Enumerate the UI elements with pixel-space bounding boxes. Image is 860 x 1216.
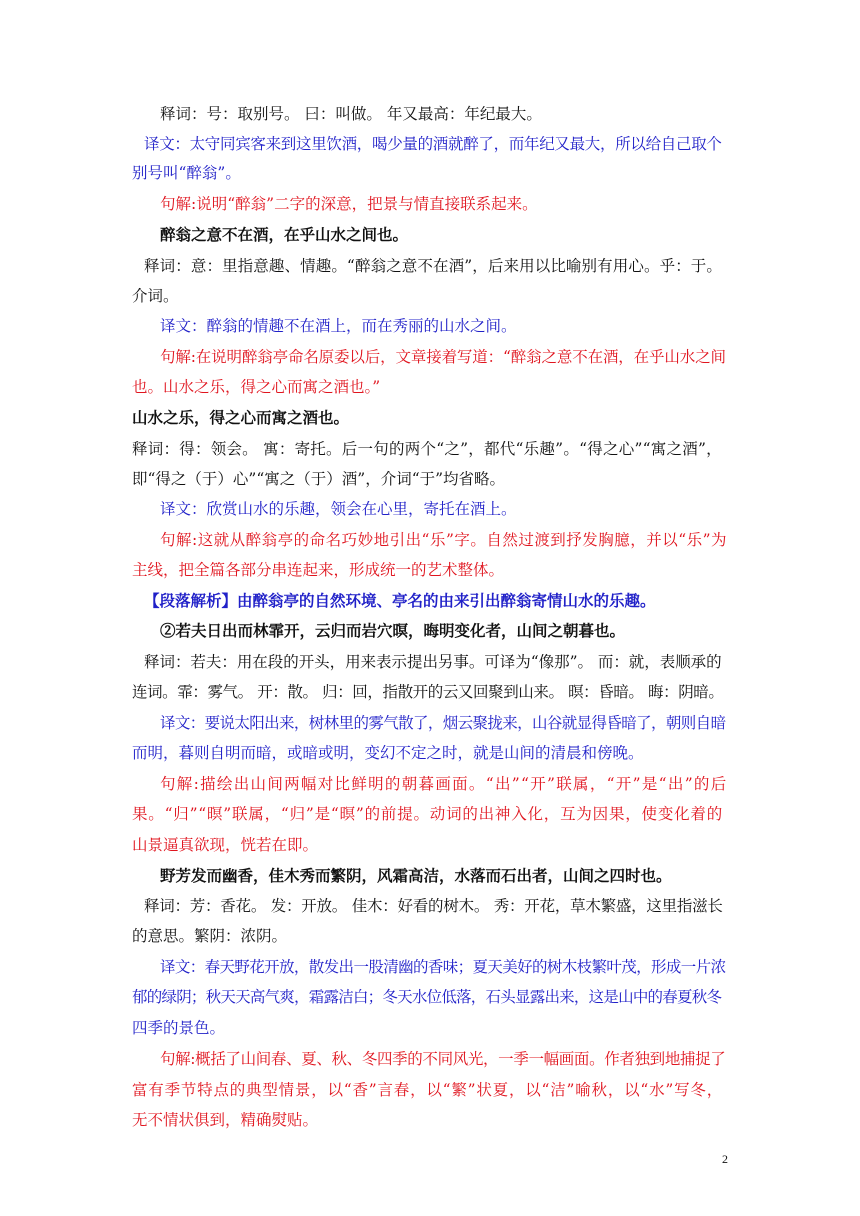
text-line: 句解:概括了山间春、夏、秋、冬四季的不同风光，一季一幅画面。作者独到地捕捉了 xyxy=(160,1050,726,1068)
text-line: 译文：太守同宾客来到这里饮酒，喝少量的酒就醉了，而年纪又最大，所以给自己取个 xyxy=(144,135,722,153)
text-line: 而明，暮则自明而暗，或暗或明，变幻不定之时，就是山间的清晨和傍晚。 xyxy=(132,744,644,762)
text-line: 连词。霏：雾气。 开：散。 归：回，指散开的云又回聚到山来。 暝：昏暗。 晦：阴暗。 xyxy=(132,683,724,701)
text-line: 句解:在说明醉翁亭命名原委以后，文章接着写道：“醉翁之意不在酒，在乎山水之间 xyxy=(160,348,726,366)
text-line: 介词。 xyxy=(132,287,179,305)
text-line: 富有季节特点的典型情景，以“香”言春，以“繁”状夏，以“洁”喻秋，以“水”写冬， xyxy=(132,1081,723,1099)
text-line: 野芳发而幽香，佳木秀而繁阴，风霜高洁，水落而石出者，山间之四时也。 xyxy=(160,866,672,885)
text-line: 句解:说明“醉翁”二字的深意，把景与情直接联系起来。 xyxy=(160,195,538,213)
text-line: 释词：若夫：用在段的开头，用来表示提出另事。可译为“像那”。 而：就，表顺承的 xyxy=(144,653,722,671)
text-line: 译文：要说太阳出来，树林里的雾气散了，烟云聚拢来，山谷就显得昏暗了，朝则自暗 xyxy=(160,714,726,732)
text-line: 山水之乐，得之心而寓之酒也。 xyxy=(132,408,350,427)
text-line: 郁的绿阴；秋天天高气爽，霜露洁白；冬天水位低落，石头显露出来，这是山中的春夏秋冬 xyxy=(132,988,722,1006)
page-number: 2 xyxy=(722,1152,728,1166)
text-line: 译文：醉翁的情趣不在酒上，而在秀丽的山水之间。 xyxy=(160,317,517,335)
text-line: 别号叫“醉翁”。 xyxy=(132,164,241,182)
text-line: 主线，把全篇各部分串连起来，形成统一的艺术整体。 xyxy=(132,561,505,579)
text-line: 句解:描绘出山间两幅对比鲜明的朝暮画面。“出”“开”联属，“开”是“出”的后 xyxy=(160,775,728,793)
text-line: 释词：芳：香花。 发：开放。 佳木：好看的树木。 秀：开花，草木繁盛，这里指滋长 xyxy=(144,897,723,915)
text-line: 释词：意：里指意趣、情趣。“醉翁之意不在酒”，后来用以比喻别有用心。乎：于。 xyxy=(144,257,723,275)
text-line: 即“得之（于）心”“寓之（于）酒”，介词“于”均省略。 xyxy=(132,470,506,488)
text-line: 醉翁之意不在酒，在乎山水之间也。 xyxy=(160,225,409,244)
text-line: 译文：欣赏山水的乐趣，领会在心里，寄托在酒上。 xyxy=(160,500,517,518)
text-line: ②若夫日出而林霏开，云归而岩穴暝，晦明变化者，山间之朝暮也。 xyxy=(160,621,626,640)
text-line: 释词：得：领会。 寓：寄托。后一句的两个“之”，都代“乐趣”。“得之心”“寓之酒”， xyxy=(132,440,722,458)
text-line: 山景逼真欲现，恍若在即。 xyxy=(132,836,319,854)
text-line: 释词：号：取别号。 曰：叫做。 年又最高：年纪最大。 xyxy=(160,105,542,123)
text-line: 句解:这就从醉翁亭的命名巧妙地引出“乐”字。自然过渡到抒发胸臆，并以“乐”为 xyxy=(160,531,728,549)
text-line: 译文：春天野花开放，散发出一股清幽的香味；夏天美好的树木枝繁叶茂，形成一片浓 xyxy=(160,958,726,976)
text-line: 的意思。繁阴：浓阴。 xyxy=(132,927,288,945)
text-line: 【段落解析】由醉翁亭的自然环境、亭名的由来引出醉翁寄情山水的乐趣。 xyxy=(144,591,656,610)
text-line: 四季的景色。 xyxy=(132,1019,226,1037)
text-line: 无不情状俱到，精确熨贴。 xyxy=(132,1111,319,1129)
text-line: 果。“归”“暝”联属，“归”是“暝”的前提。动词的出神入化，互为因果，使变化着的 xyxy=(132,805,723,823)
text-line: 也。山水之乐，得之心而寓之酒也。” xyxy=(132,378,381,396)
